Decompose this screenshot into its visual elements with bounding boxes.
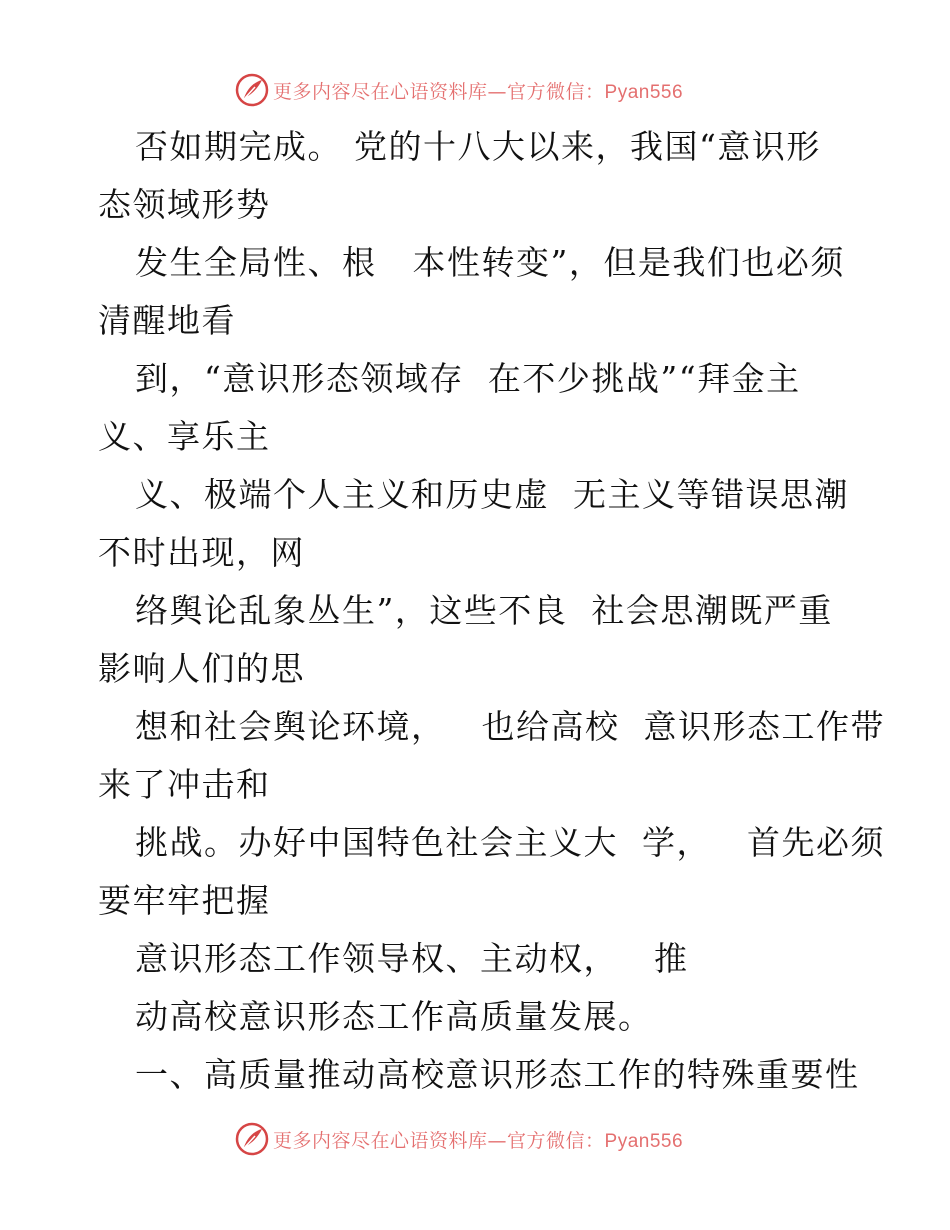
text-line: 清醒地看 bbox=[98, 301, 236, 340]
watermark-separator: — bbox=[487, 80, 508, 103]
text-line: 否如期完成。 党的十八大以来，我国“意识形 bbox=[135, 127, 821, 166]
text-line: 到，“意识形态领域存 在不少挑战”“拜金主 bbox=[135, 359, 801, 398]
watermark-text bbox=[273, 1126, 683, 1153]
text-line: 义、极端个人主义和历史虚 无主义等错误思潮 bbox=[135, 475, 849, 514]
text-line: 来了冲击和 bbox=[98, 765, 271, 804]
text-line: 意识形态工作领导权、主动权， 推 bbox=[135, 939, 689, 978]
watermark-text bbox=[273, 77, 683, 104]
text-line: 络舆论乱象丛生”，这些不良 社会思潮既严重 bbox=[135, 591, 833, 630]
text-line: 动高校意识形态工作高质量发展。 bbox=[135, 997, 653, 1036]
watermark-wechat-id: Pyan556 bbox=[604, 81, 684, 103]
text-line: 挑战。办好中国特色社会主义大 学， 首先必须 bbox=[135, 823, 885, 862]
body-text bbox=[98, 118, 885, 1104]
watermark-label: 官方微信： bbox=[507, 80, 605, 103]
text-line: 态领域形势 bbox=[98, 185, 271, 224]
text-line: 要牢牢把握 bbox=[98, 881, 271, 920]
red-feather-pen-logo-icon bbox=[235, 73, 269, 107]
text-line: 想和社会舆论环境， 也给高校 意识形态工作带 bbox=[135, 707, 885, 746]
watermark-main-text: 更多内容尽在心语资料库 bbox=[273, 1129, 488, 1152]
text-line: 义、享乐主 bbox=[98, 417, 271, 456]
section-heading: 一、高质量推动高校意识形态工作的特殊重要性 bbox=[135, 1055, 860, 1094]
watermark-label: 官方微信： bbox=[507, 1129, 605, 1152]
text-line: 发生全局性、根 本性转变”，但是我们也必须 bbox=[135, 243, 845, 282]
watermark-wechat-id: Pyan556 bbox=[604, 1130, 684, 1152]
watermark-separator: — bbox=[487, 1129, 508, 1152]
header-watermark bbox=[235, 71, 683, 109]
watermark-main-text: 更多内容尽在心语资料库 bbox=[273, 80, 488, 103]
text-line: 影响人们的思 bbox=[98, 649, 305, 688]
text-line: 不时出现，网 bbox=[98, 533, 305, 572]
red-feather-pen-logo-icon bbox=[235, 1122, 269, 1156]
footer-watermark bbox=[235, 1120, 683, 1158]
